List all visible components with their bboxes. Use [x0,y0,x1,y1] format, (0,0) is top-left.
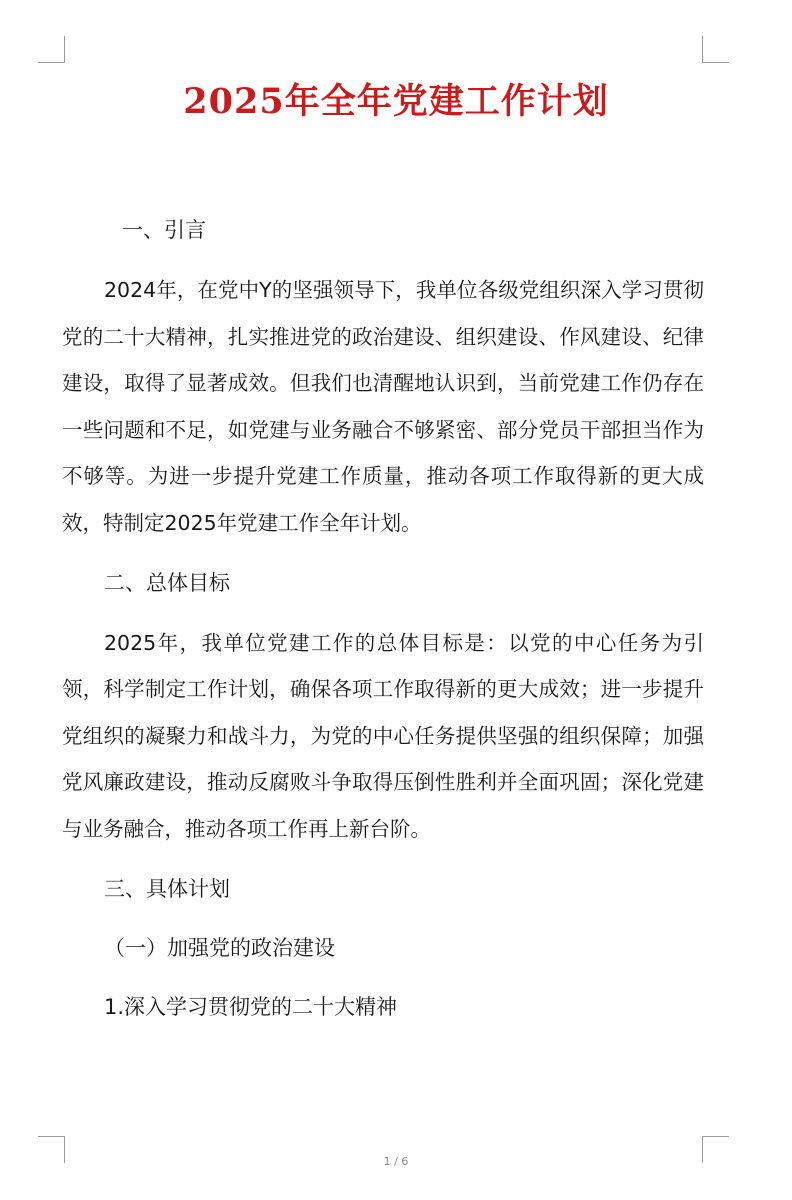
section-heading-overall-goals: 二、总体目标 [104,570,230,595]
overall-goals-paragraph: 2025年，我单位党建工作的总体目标是：以党的中心任务为引领，科学制定工作计划，确保各项工作取得新的更大成效；进一步提升党组织的凝聚力和战斗力，为党的中心任务提供坚强的组织保障；加强党风廉政建设，推动反腐败斗争取得压倒性胜利并全面巩固；深化党建与业务融合，推动各项工作再上新台阶。 [62,630,704,841]
subsection-heading-political-construction: （一）加强党的政治建设 [104,935,335,960]
page-indicator: 1 / 6 [383,1155,409,1168]
plan-item-study-spirit: 1.深入学习贯彻党的二十大精神 [104,994,398,1019]
document-body [62,208,704,1044]
introduction-paragraph: 2024年，在党中Y的坚强领导下，我单位各级党组织深入学习贯彻党的二十大精神，扎实推进党的政治建设、组织建设、作风建设、纪律建设，取得了显著成效。但我们也清醒地认识到，当前党建工作仍存在一些问题和不足，如党建与业务融合不够紧密、部分党员干部担当作为不够等。为进一步提升党建工作质量，推动各项工作取得新的更大成效，特制定2025年党建工作全年计划。 [62,278,704,535]
page-corner-mark-top-right [702,36,729,63]
document-title: 2025年全年党建工作计划 [183,81,609,122]
page-corner-mark-top-left [38,36,65,63]
section-heading-introduction: 一、引言 [122,218,206,242]
section-heading-specific-plans: 三、具体计划 [104,876,230,901]
